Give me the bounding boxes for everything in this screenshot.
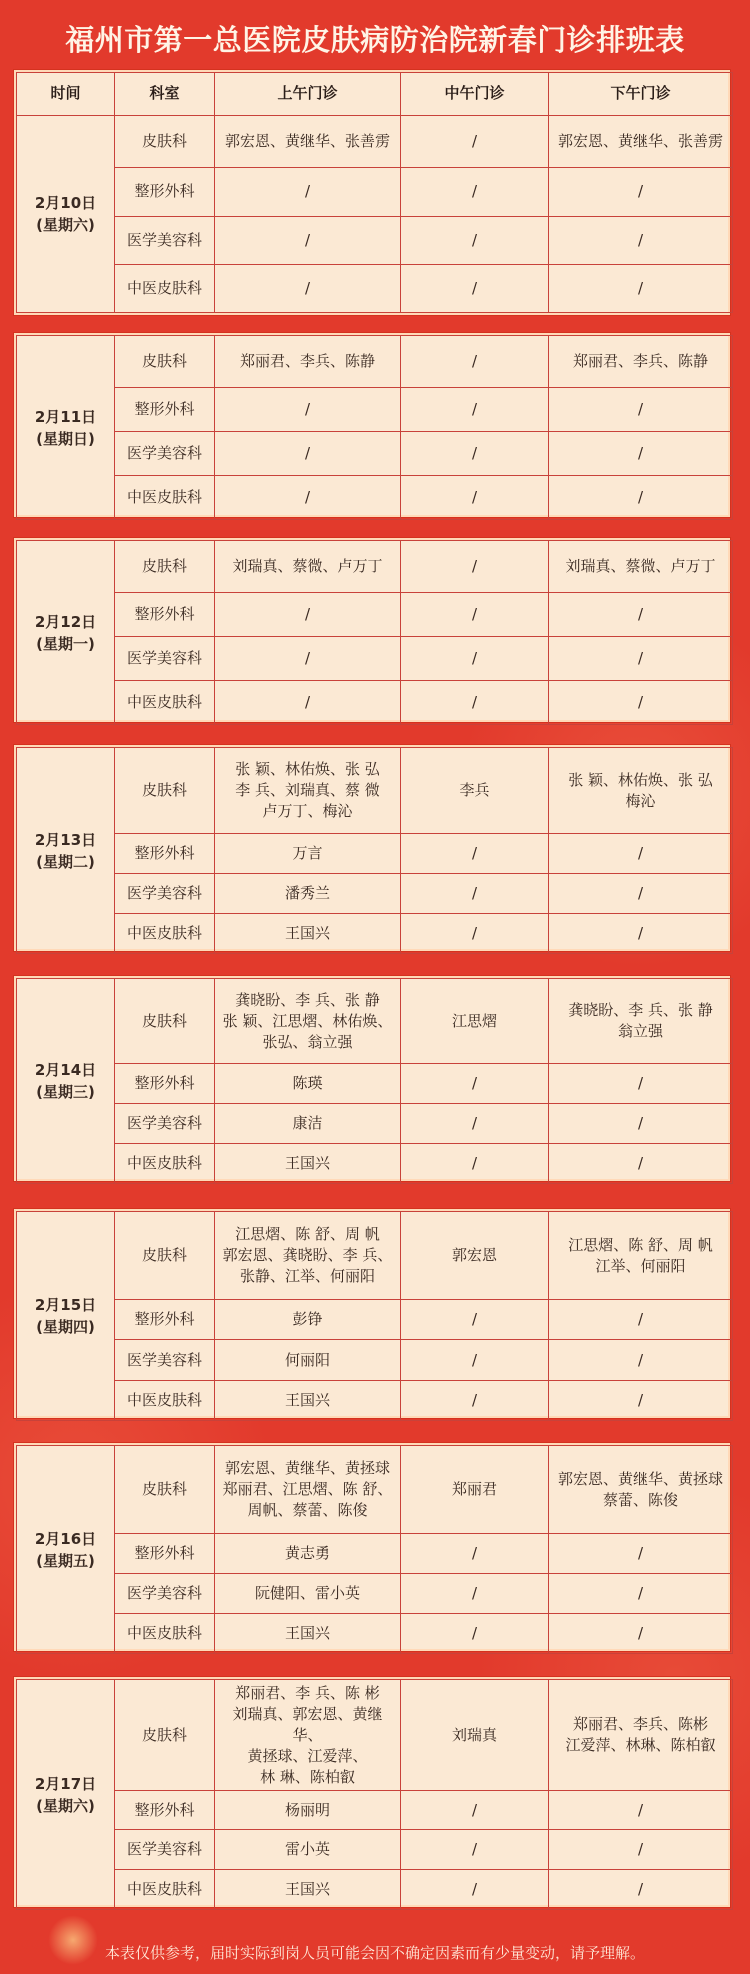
morning-cell: 刘瑞真、蔡微、卢万丁 <box>215 541 401 593</box>
afternoon-cell: 张 颖、林佑焕、张 弘 梅沁 <box>549 748 733 834</box>
afternoon-cell: / <box>549 1104 733 1144</box>
table-row <box>17 432 733 476</box>
noon-cell: / <box>401 1614 549 1654</box>
dept-cell: 整形外科 <box>115 388 215 432</box>
dept-cell: 医学美容科 <box>115 1830 215 1870</box>
weekday-label: (星期五) <box>36 1551 95 1570</box>
noon-cell: / <box>401 115 549 168</box>
noon-cell: / <box>401 593 549 637</box>
morning-cell: 郭宏恩、黄继华、黄拯球 郑丽君、江思熠、陈 舒、 周帆、蔡蕾、陈俊 <box>215 1446 401 1534</box>
day-block <box>14 745 730 951</box>
noon-cell: / <box>401 1534 549 1574</box>
date-label: 2月12日 <box>34 612 97 631</box>
morning-cell: / <box>215 593 401 637</box>
weekday-label: (星期六) <box>36 1796 95 1815</box>
day-block <box>14 333 730 517</box>
schedule-table <box>16 72 733 313</box>
dept-cell: 医学美容科 <box>115 1340 215 1381</box>
dept-cell: 整形外科 <box>115 1300 215 1340</box>
noon-cell: / <box>401 336 549 388</box>
dept-cell: 皮肤科 <box>115 1446 215 1534</box>
morning-cell: 王国兴 <box>215 1144 401 1184</box>
afternoon-cell: / <box>549 1534 733 1574</box>
footer-note: 本表仅供参考，届时实际到岗人员可能会因不确定因素而有少量变动，请予理解。 <box>104 1944 645 1962</box>
afternoon-cell: / <box>549 681 733 725</box>
dept-cell: 中医皮肤科 <box>115 264 215 312</box>
dept-cell: 医学美容科 <box>115 1574 215 1614</box>
day-block <box>14 1677 730 1907</box>
morning-cell: / <box>215 681 401 725</box>
noon-cell: / <box>401 1104 549 1144</box>
day-block <box>14 1443 730 1651</box>
schedule-table <box>16 747 733 954</box>
date-cell <box>17 541 115 725</box>
noon-cell: / <box>401 476 549 520</box>
table-row <box>17 1680 733 1791</box>
noon-cell: / <box>401 541 549 593</box>
table-row <box>17 336 733 388</box>
noon-cell: 郑丽君 <box>401 1446 549 1534</box>
table-row <box>17 681 733 725</box>
schedule-table <box>16 335 733 520</box>
table-row <box>17 1104 733 1144</box>
afternoon-cell: / <box>549 264 733 312</box>
afternoon-cell: / <box>549 914 733 954</box>
afternoon-cell: / <box>549 1300 733 1340</box>
noon-cell: / <box>401 914 549 954</box>
noon-cell: / <box>401 1144 549 1184</box>
morning-cell: 康洁 <box>215 1104 401 1144</box>
dept-cell: 皮肤科 <box>115 1680 215 1791</box>
day-block <box>14 538 730 722</box>
afternoon-cell: / <box>549 476 733 520</box>
noon-cell: / <box>401 1574 549 1614</box>
weekday-label: (星期一) <box>36 634 95 653</box>
morning-cell: 江思熠、陈 舒、周 帆 郭宏恩、龚晓盼、李 兵、 张静、江举、何丽阳 <box>215 1212 401 1300</box>
noon-cell: / <box>401 1791 549 1830</box>
afternoon-cell: / <box>549 1574 733 1614</box>
noon-cell: / <box>401 388 549 432</box>
weekday-label: (星期三) <box>36 1083 95 1101</box>
dept-cell: 中医皮肤科 <box>115 1144 215 1184</box>
table-row <box>17 1534 733 1574</box>
dept-cell: 中医皮肤科 <box>115 681 215 725</box>
morning-cell: / <box>215 168 401 216</box>
morning-cell: / <box>215 637 401 681</box>
dept-cell: 中医皮肤科 <box>115 1870 215 1910</box>
date-label: 2月15日 <box>34 1296 97 1314</box>
weekday-label: (星期六) <box>36 215 95 234</box>
dept-cell: 整形外科 <box>115 1791 215 1830</box>
noon-cell: 刘瑞真 <box>401 1680 549 1791</box>
day-block <box>14 70 730 315</box>
noon-cell: / <box>401 1300 549 1340</box>
dept-cell: 医学美容科 <box>115 432 215 476</box>
afternoon-cell: / <box>549 637 733 681</box>
table-row <box>17 637 733 681</box>
afternoon-cell: / <box>549 168 733 216</box>
dept-cell: 整形外科 <box>115 168 215 216</box>
afternoon-cell: 郑丽君、李兵、陈静 <box>549 336 733 388</box>
noon-cell: 江思熠 <box>401 979 549 1064</box>
table-row <box>17 1381 733 1421</box>
header-time: 时间 <box>17 73 115 116</box>
dept-cell: 整形外科 <box>115 593 215 637</box>
morning-cell: 陈瑛 <box>215 1064 401 1104</box>
morning-cell: 彭铮 <box>215 1300 401 1340</box>
table-row <box>17 115 733 168</box>
noon-cell: / <box>401 1064 549 1104</box>
noon-cell: / <box>401 1340 549 1381</box>
noon-cell: / <box>401 834 549 874</box>
schedule-table <box>16 1679 733 1910</box>
schedule-table <box>16 540 733 725</box>
afternoon-cell: / <box>549 432 733 476</box>
morning-cell: 王国兴 <box>215 1381 401 1421</box>
afternoon-cell: / <box>549 593 733 637</box>
morning-cell: / <box>215 476 401 520</box>
morning-cell: 阮健阳、雷小英 <box>215 1574 401 1614</box>
dept-cell: 中医皮肤科 <box>115 476 215 520</box>
noon-cell: / <box>401 681 549 725</box>
afternoon-cell: 江思熠、陈 舒、周 帆 江举、何丽阳 <box>549 1212 733 1300</box>
date-label: 2月10日 <box>34 193 97 212</box>
dept-cell: 中医皮肤科 <box>115 1381 215 1421</box>
morning-cell: 龚晓盼、李 兵、张 静 张 颖、江思熠、林佑焕、 张弘、翁立强 <box>215 979 401 1064</box>
table-row <box>17 1791 733 1830</box>
page-title: 福州市第一总医院皮肤病防治院新春门诊排班表 <box>65 23 685 57</box>
morning-cell: 王国兴 <box>215 1870 401 1910</box>
date-cell <box>17 115 115 312</box>
morning-cell: 万言 <box>215 834 401 874</box>
morning-cell: 王国兴 <box>215 914 401 954</box>
table-row <box>17 1144 733 1184</box>
afternoon-cell: 刘瑞真、蔡微、卢万丁 <box>549 541 733 593</box>
header-noon: 中午门诊 <box>401 73 549 116</box>
morning-cell: 黄志勇 <box>215 1534 401 1574</box>
dept-cell: 中医皮肤科 <box>115 1614 215 1654</box>
dept-cell: 医学美容科 <box>115 637 215 681</box>
morning-cell: / <box>215 216 401 264</box>
table-row <box>17 1830 733 1870</box>
table-row <box>17 168 733 216</box>
afternoon-cell: / <box>549 1381 733 1421</box>
morning-cell: 郭宏恩、黄继华、张善雳 <box>215 115 401 168</box>
date-cell <box>17 336 115 520</box>
afternoon-cell: / <box>549 1064 733 1104</box>
noon-cell: / <box>401 1381 549 1421</box>
afternoon-cell: / <box>549 1340 733 1381</box>
table-row <box>17 264 733 312</box>
noon-cell: / <box>401 264 549 312</box>
date-cell <box>17 1680 115 1910</box>
table-row <box>17 1212 733 1300</box>
morning-cell: 郑丽君、李兵、陈静 <box>215 336 401 388</box>
afternoon-cell: / <box>549 874 733 914</box>
table-row <box>17 1340 733 1381</box>
table-row <box>17 914 733 954</box>
weekday-label: (星期四) <box>36 1318 95 1336</box>
noon-cell: / <box>401 432 549 476</box>
table-row <box>17 476 733 520</box>
dept-cell: 医学美容科 <box>115 874 215 914</box>
schedule-table <box>16 1445 733 1654</box>
table-row <box>17 388 733 432</box>
date-label: 2月11日 <box>34 407 97 426</box>
dept-cell: 皮肤科 <box>115 336 215 388</box>
date-label: 2月14日 <box>34 1061 97 1079</box>
afternoon-cell: / <box>549 1614 733 1654</box>
table-row <box>17 1064 733 1104</box>
dept-cell: 整形外科 <box>115 1534 215 1574</box>
noon-cell: / <box>401 1870 549 1910</box>
afternoon-cell: / <box>549 1870 733 1910</box>
dept-cell: 皮肤科 <box>115 1212 215 1300</box>
noon-cell: / <box>401 216 549 264</box>
noon-cell: / <box>401 874 549 914</box>
table-row <box>17 1446 733 1534</box>
header-row <box>17 73 733 116</box>
table-row <box>17 216 733 264</box>
morning-cell: 郑丽君、李 兵、陈 彬 刘瑞真、郭宏恩、黄继华、 黄拯球、江爱萍、 林 琳、陈柏叡 <box>215 1680 401 1791</box>
dept-cell: 整形外科 <box>115 834 215 874</box>
morning-cell: 杨丽明 <box>215 1791 401 1830</box>
dept-cell: 皮肤科 <box>115 979 215 1064</box>
dept-cell: 皮肤科 <box>115 748 215 834</box>
day-block <box>14 1209 730 1418</box>
afternoon-cell: 龚晓盼、李 兵、张 静 翁立强 <box>549 979 733 1064</box>
noon-cell: 李兵 <box>401 748 549 834</box>
date-cell <box>17 1446 115 1654</box>
date-label: 2月17日 <box>34 1774 97 1793</box>
noon-cell: 郭宏恩 <box>401 1212 549 1300</box>
table-row <box>17 593 733 637</box>
header-dept: 科室 <box>115 73 215 116</box>
table-row <box>17 834 733 874</box>
morning-cell: / <box>215 388 401 432</box>
dept-cell: 皮肤科 <box>115 541 215 593</box>
morning-cell: 何丽阳 <box>215 1340 401 1381</box>
schedule-table <box>16 978 733 1184</box>
table-row <box>17 541 733 593</box>
dept-cell: 中医皮肤科 <box>115 914 215 954</box>
day-block <box>14 976 730 1181</box>
dept-cell: 整形外科 <box>115 1064 215 1104</box>
afternoon-cell: / <box>549 1791 733 1830</box>
afternoon-cell: 郭宏恩、黄继华、黄拯球 蔡蕾、陈俊 <box>549 1446 733 1534</box>
weekday-label: (星期日) <box>36 429 95 448</box>
morning-cell: / <box>215 264 401 312</box>
table-row <box>17 874 733 914</box>
morning-cell: 潘秀兰 <box>215 874 401 914</box>
schedule-table <box>16 1211 733 1421</box>
date-cell <box>17 979 115 1184</box>
noon-cell: / <box>401 1830 549 1870</box>
date-cell <box>17 748 115 954</box>
morning-cell: 王国兴 <box>215 1614 401 1654</box>
table-row <box>17 1614 733 1654</box>
afternoon-cell: 郭宏恩、黄继华、张善雳 <box>549 115 733 168</box>
noon-cell: / <box>401 637 549 681</box>
date-label: 2月16日 <box>34 1529 97 1548</box>
afternoon-cell: / <box>549 834 733 874</box>
morning-cell: / <box>215 432 401 476</box>
table-row <box>17 1300 733 1340</box>
noon-cell: / <box>401 168 549 216</box>
table-row <box>17 1574 733 1614</box>
dept-cell: 皮肤科 <box>115 115 215 168</box>
afternoon-cell: 郑丽君、李兵、陈彬 江爱萍、林琳、陈柏叡 <box>549 1680 733 1791</box>
table-row <box>17 979 733 1064</box>
weekday-label: (星期二) <box>36 852 95 871</box>
morning-cell: 雷小英 <box>215 1830 401 1870</box>
table-row <box>17 748 733 834</box>
header-afternoon: 下午门诊 <box>549 73 733 116</box>
header-morning: 上午门诊 <box>215 73 401 116</box>
date-cell <box>17 1212 115 1421</box>
dept-cell: 医学美容科 <box>115 1104 215 1144</box>
afternoon-cell: / <box>549 1830 733 1870</box>
table-row <box>17 1870 733 1910</box>
afternoon-cell: / <box>549 1144 733 1184</box>
morning-cell: 张 颖、林佑焕、张 弘 李 兵、刘瑞真、蔡 微 卢万丁、梅沁 <box>215 748 401 834</box>
afternoon-cell: / <box>549 388 733 432</box>
afternoon-cell: / <box>549 216 733 264</box>
dept-cell: 医学美容科 <box>115 216 215 264</box>
date-label: 2月13日 <box>34 830 97 849</box>
